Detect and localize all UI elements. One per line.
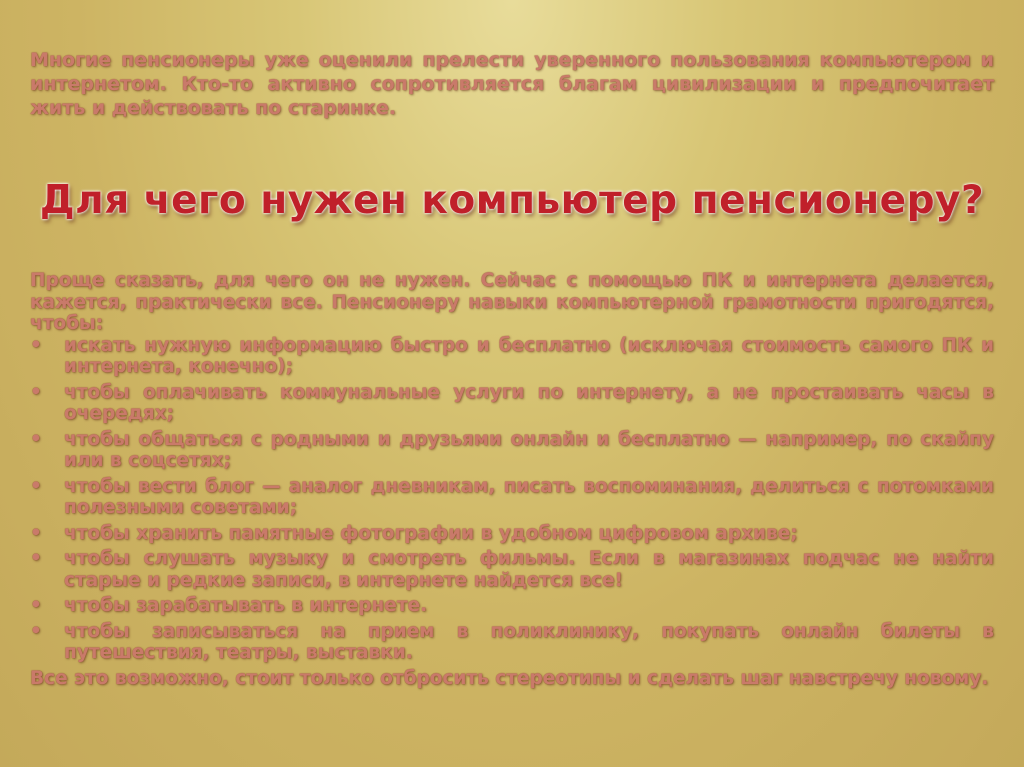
list-item	[30, 335, 994, 378]
slide-title: Для чего нужен компьютер пенсионеру?	[39, 178, 985, 223]
bullet-icon: •	[30, 428, 42, 450]
bullet-icon: •	[30, 595, 42, 616]
bullet-icon: •	[30, 620, 42, 642]
list-item-text: чтобы оплачивать коммунальные услуги по интернету, а не простаивать часы в очередях;	[64, 381, 994, 424]
list-item	[30, 476, 994, 519]
bullet-icon: •	[30, 548, 42, 569]
benefits-list	[30, 335, 994, 664]
bullet-icon: •	[30, 522, 42, 544]
list-item-text: чтобы вести блог — аналог дневникам, писать воспоминания, делиться с потомками полезными советами;	[64, 475, 994, 518]
list-item-text: искать нужную информацию быстро и бесплатно (исключая стоимость самого ПК и интернета, конечно);	[64, 334, 994, 377]
conclusion-paragraph: Все это возможно, стоит только отбросить стереотипы и сделать шаг навстречу новому.	[30, 667, 989, 689]
slide-body	[30, 270, 994, 689]
list-item-text: чтобы слушать музыку и смотреть фильмы. Если в магазинах подчас не найти старые и редкие записи, в интернете найдется все!	[64, 548, 994, 591]
list-item-text: чтобы зарабатывать в интернете.	[64, 595, 428, 616]
list-item	[30, 382, 994, 425]
list-item	[30, 595, 994, 617]
bullet-icon: •	[30, 475, 42, 497]
list-item-text: чтобы общаться с родными и друзьями онлайн и бесплатно — например, по скайпу или в соцсетях;	[64, 428, 994, 471]
lead-paragraph: Проще сказать, для чего он не нужен. Сейчас с помощью ПК и интернета делается, кажется, практически все. Пенсионеру навыки компьютерной грамотности пригодятся, чтобы:	[30, 270, 994, 334]
list-item-text: чтобы записываться на прием в поликлинику, покупать онлайн билеты в путешествия, театры, выставки.	[64, 620, 994, 663]
bullet-icon: •	[30, 334, 42, 356]
list-item	[30, 429, 994, 472]
bullet-icon: •	[30, 381, 42, 403]
list-item-text: чтобы хранить памятные фотографии в удобном цифровом архиве;	[64, 522, 798, 544]
list-item	[30, 621, 994, 664]
list-item	[30, 548, 994, 591]
intro-paragraph: Многие пенсионеры уже оценили прелести уверенного пользования компьютером и интернетом. Кто-то активно сопротивляется благам цивилизации и предпочитает жить и действовать по старинке.	[30, 49, 994, 119]
list-item	[30, 523, 994, 545]
